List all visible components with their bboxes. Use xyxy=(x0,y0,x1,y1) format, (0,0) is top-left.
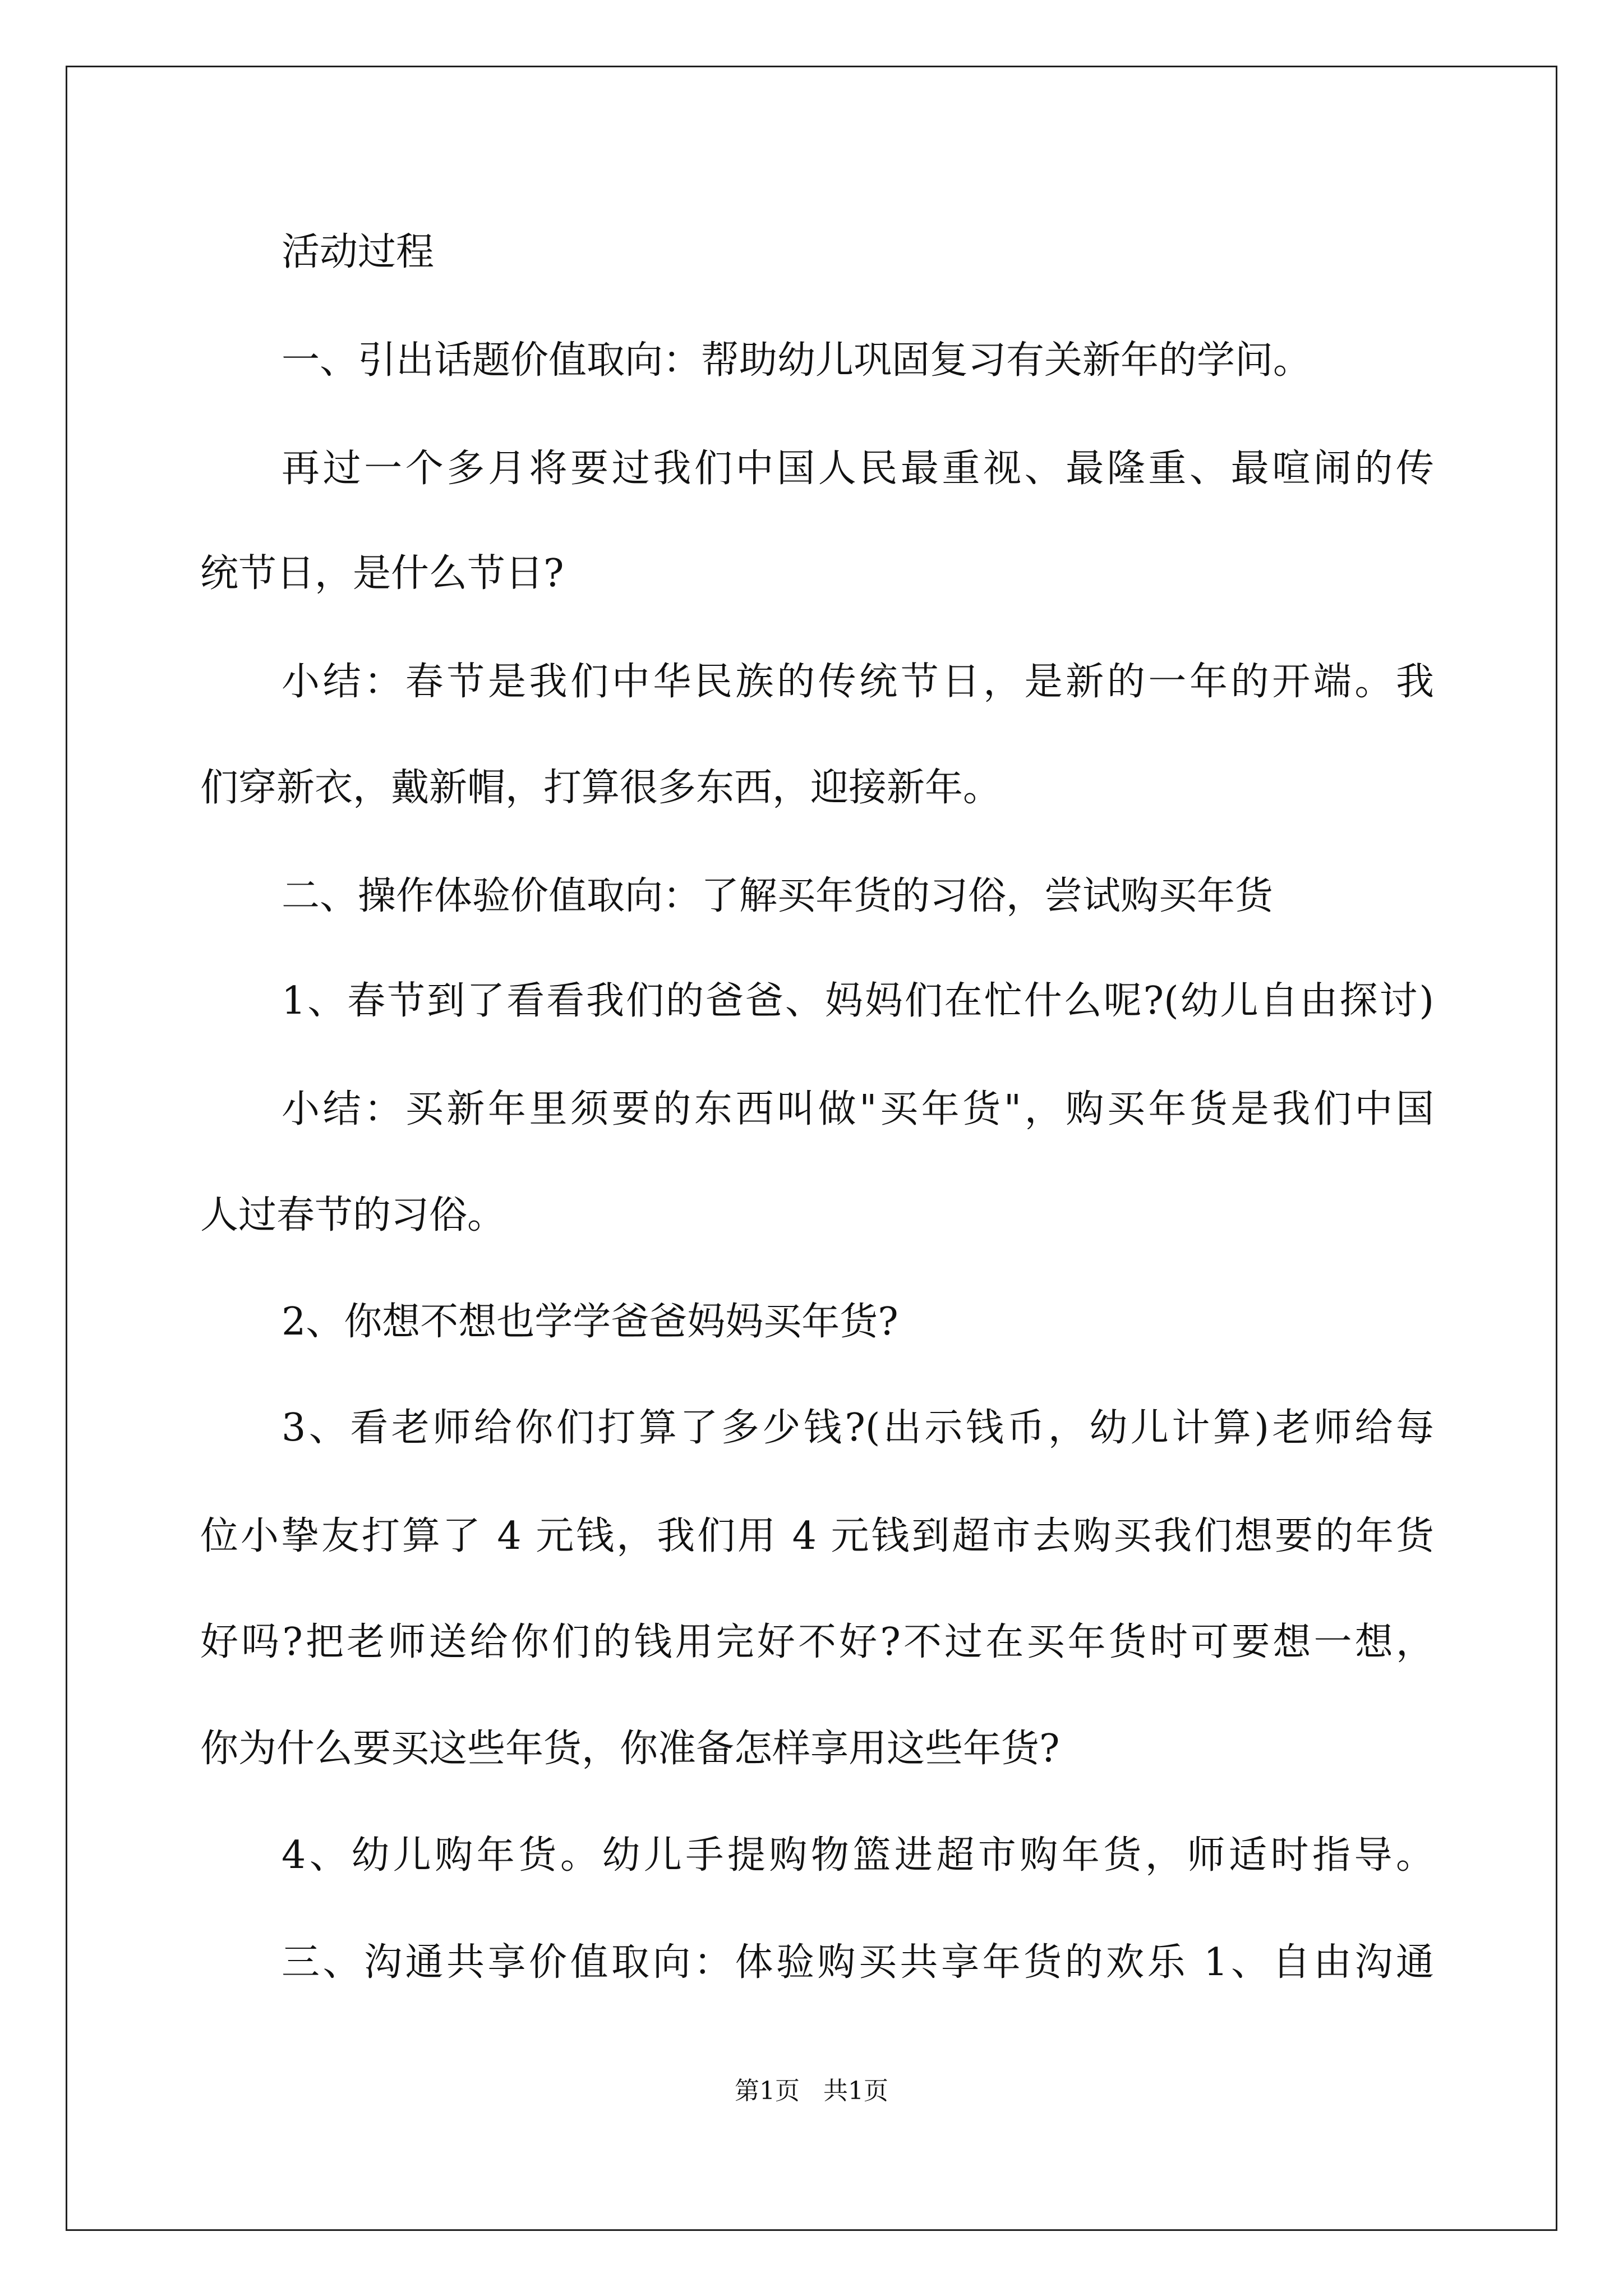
paragraph-line: 二、操作体验价值取向：了解买年货的习俗，尝试购买年货 xyxy=(282,874,1274,918)
page-footer: 第1页 共1页 xyxy=(735,2077,888,2105)
paragraph-line: 3、看老师给你们打算了多少钱?(出示钱币，幼儿计算)老师给每 xyxy=(282,1406,1434,1450)
paragraph-line: 4、幼儿购年货。幼儿手提购物篮进超市购年货，师适时指导。 xyxy=(282,1833,1434,1878)
paragraph-line: 小结：买新年里须要的东西叫做"买年货"，购买年货是我们中国 xyxy=(282,1087,1434,1131)
paragraph-line: 位小挚友打算了 4 元钱，我们用 4 元钱到超市去购买我们想要的年货 xyxy=(200,1514,1434,1558)
section-heading: 活动过程 xyxy=(282,230,435,274)
paragraph-line: 好吗?把老师送给你们的钱用完好不好?不过在买年货时可要想一想， xyxy=(200,1620,1434,1664)
paragraph-line: 人过春节的习俗。 xyxy=(200,1193,506,1237)
paragraph-line: 们穿新衣，戴新帽，打算很多东西，迎接新年。 xyxy=(200,766,1002,810)
paragraph-line: 1、春节到了看看我们的爸爸、妈妈们在忙什么呢?(幼儿自由探讨) xyxy=(282,979,1434,1023)
paragraph-line: 2、你想不想也学学爸爸妈妈买年货? xyxy=(282,1300,898,1344)
paragraph-line: 你为什么要买这些年货，你准备怎样享用这些年货? xyxy=(200,1727,1060,1771)
paragraph-line: 一、引出话题价值取向：帮助幼儿巩固复习有关新年的学问。 xyxy=(282,338,1312,383)
page-border xyxy=(66,66,1557,2231)
paragraph-line: 小结：春节是我们中华民族的传统节日，是新的一年的开端。我 xyxy=(282,660,1434,704)
paragraph-line: 再过一个多月将要过我们中国人民最重视、最隆重、最喧闹的传 xyxy=(282,447,1434,491)
paragraph-line: 统节日，是什么节日? xyxy=(200,551,564,596)
paragraph-line: 三、沟通共享价值取向：体验购买共享年货的欢乐 1、自由沟通 xyxy=(282,1940,1434,1985)
